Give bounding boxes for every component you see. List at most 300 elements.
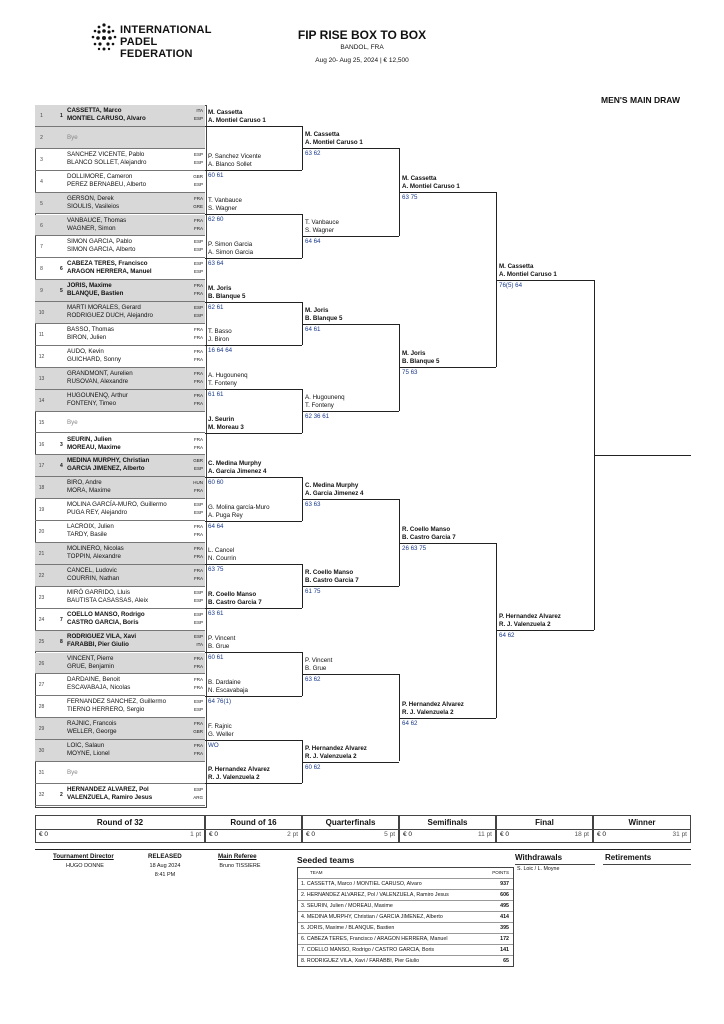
seeded-team-name: 2. HERNANDEZ ALVAREZ, Pol / VALENZUELA, Ramiro Jesus <box>301 892 449 898</box>
withdrawals-underline <box>515 864 595 865</box>
player-name: SIMON GARCIA, Pablo <box>67 238 132 246</box>
match-winner-name: B. Castro Garcia 7 <box>208 599 262 607</box>
match-winner-name: G. Weller <box>208 730 234 738</box>
match-winner-name: M. Cassetta <box>305 131 340 139</box>
player-name: FARABBI, Pier Giulio <box>67 640 129 648</box>
bracket-line <box>302 762 399 763</box>
draw-entry-row <box>35 587 205 609</box>
player-country: FRA <box>194 663 203 669</box>
player-country: FRA <box>194 567 203 573</box>
draw-position: 12 <box>38 353 45 360</box>
round-name: Quarterfinals <box>303 816 398 830</box>
match-winner-name: A. Hugounenq <box>208 372 248 380</box>
player-country: FRA <box>194 291 203 297</box>
draw-position: 25 <box>38 638 45 645</box>
match-score: WO <box>208 741 219 749</box>
match-score: 76(5) 64 <box>499 281 523 289</box>
round-points: 5 pt <box>384 831 395 838</box>
seed-number: 8 <box>60 638 63 645</box>
match-winner-name: A. Montiel Caruso 1 <box>305 139 363 147</box>
match-score: 64 62 <box>402 719 418 727</box>
draw-position: 21 <box>38 551 45 557</box>
draw-position: 29 <box>38 726 45 733</box>
match-winner-name: T. Fonteny <box>305 402 334 410</box>
player-country: ESP <box>193 699 203 705</box>
draw-position: 23 <box>38 594 45 601</box>
bracket-line <box>302 586 399 587</box>
bracket-line <box>302 148 399 149</box>
player-country: FRA <box>194 436 203 442</box>
round-points: 1 pt <box>190 831 201 838</box>
match-winner-name: P. Hernandez Alvarez <box>402 700 464 708</box>
player-country: FRA <box>194 677 203 683</box>
match-winner-name: T. Basso <box>208 328 232 336</box>
player-country: FRA <box>194 392 203 398</box>
match-score: 62 61 <box>208 303 224 311</box>
bracket-line <box>399 718 496 719</box>
draw-position: 2 <box>40 134 43 141</box>
match-winner-name: A. Hugounenq <box>305 394 345 402</box>
draw-entry-row <box>35 543 205 565</box>
player-country: HUN <box>193 480 203 486</box>
draw-entry-row <box>35 105 205 127</box>
player-country: ESP <box>193 116 203 121</box>
bracket-line <box>302 499 399 500</box>
draw-entry-row <box>35 718 205 740</box>
match-winner-name: L. Cancel <box>208 547 235 555</box>
match-score: 63 64 <box>208 259 224 267</box>
match-score: 63 62 <box>305 150 321 158</box>
player-name: FERNANDEZ SANCHEZ, Guillermo <box>67 698 167 706</box>
seeded-team-points: 414 <box>500 914 509 920</box>
round-prize: € 0 <box>39 831 49 838</box>
player-country: ESP <box>193 269 203 275</box>
logo-line: INTERNATIONAL <box>120 24 212 36</box>
match-winner-name: A. Blanco Sollet <box>208 161 252 169</box>
player-name: SEURIN, Julien <box>67 435 112 443</box>
player-name: TOPPIN, Alexandre <box>67 553 121 560</box>
seeded-team-row <box>298 944 513 955</box>
referee-name: Bruno TISSIERE <box>219 863 261 869</box>
player-country: ESP <box>193 633 203 639</box>
player-country: FRA <box>194 327 203 332</box>
bracket-line <box>302 674 399 675</box>
draw-position: 9 <box>40 288 43 295</box>
player-name: MONTIEL CARUSO, Alvaro <box>67 115 146 122</box>
player-name: CANCEL, Ludovic <box>67 566 117 574</box>
winner-line <box>594 455 691 456</box>
match-score: 64 64 <box>208 522 224 530</box>
player-name: RODRIGUEZ DUCH, Alejandro <box>67 312 153 320</box>
seeded-team-row <box>298 922 513 933</box>
player-name: GERSON, Derek <box>67 194 114 202</box>
player-name: HUGOUNENQ, Arthur <box>67 391 128 399</box>
bracket-line <box>205 477 302 478</box>
player-name: TARDY, Basile <box>67 531 108 539</box>
match-winner-name: R. J. Valenzuela 2 <box>499 621 551 629</box>
seeded-table-header <box>298 868 513 878</box>
round-name: Final <box>497 816 592 830</box>
draw-entry-row <box>35 171 205 193</box>
match-score: 64 76(1) <box>208 697 232 705</box>
draw-position: 10 <box>38 310 45 317</box>
director-label: Tournament Director <box>53 853 114 860</box>
player-country: FRA <box>194 378 203 384</box>
match-winner-name: P. Vincent <box>305 656 333 664</box>
draw-position: 31 <box>38 770 45 776</box>
draw-position: 27 <box>38 682 45 689</box>
draw-position: 5 <box>40 200 43 207</box>
match-winner-name: T. Vanbauce <box>208 197 242 204</box>
seeded-team-row <box>298 911 513 922</box>
bracket-line <box>205 608 302 609</box>
player-name: MIRÓ GARRIDO, Lluis <box>67 588 130 596</box>
match-winner-name: B. Blanque 5 <box>208 292 246 300</box>
player-country: FRA <box>194 356 203 362</box>
match-winner-name: P. Hernandez Alvarez <box>305 744 367 752</box>
match-score: 26 63 75 <box>402 544 427 552</box>
match-winner-name: B. Blanque 5 <box>402 358 440 366</box>
seeded-team-points: 65 <box>503 958 509 964</box>
match-score: 60 61 <box>208 654 224 661</box>
bracket-line <box>496 630 594 631</box>
match-winner-name: R. Coello Manso <box>305 569 354 577</box>
draw-position: 1 <box>40 113 43 119</box>
match-winner-name: A. Montiel Caruso 1 <box>499 270 557 278</box>
player-country: ESP <box>193 313 203 319</box>
match-winner-name: A. Montiel Caruso 1 <box>208 117 266 125</box>
player-country: FRA <box>194 348 203 354</box>
player-name: TIERNO HERRERO, Sergio <box>67 706 145 714</box>
draw-entry-row <box>35 762 205 784</box>
match-score: 62 36 61 <box>305 413 330 421</box>
player-name: BASSO, Thomas <box>67 326 114 333</box>
round-points: 31 pt <box>672 831 687 838</box>
draw-position: 22 <box>38 572 45 579</box>
player-name: CASTRO GARCIA, Boris <box>67 618 139 626</box>
director-name: HUGO DONNE <box>66 863 104 869</box>
player-country: ESP <box>193 597 203 603</box>
match-winner-name: R. J. Valenzuela 2 <box>305 752 357 760</box>
match-score: 60 60 <box>208 478 224 486</box>
player-country: FRA <box>194 217 203 223</box>
match-winner-name: F. Rajnic <box>208 722 232 730</box>
player-name: WELLER, George <box>67 728 117 736</box>
player-name: LOIC, Salaun <box>67 742 105 750</box>
match-score: 62 60 <box>208 216 224 223</box>
seed-number: 6 <box>60 266 63 273</box>
bye-label: Bye <box>67 418 78 426</box>
draw-position: 28 <box>38 704 45 711</box>
round-cell <box>205 815 302 843</box>
player-name: GARCIA JIMENEZ, Alberto <box>67 465 145 473</box>
player-country: FRA <box>194 751 203 757</box>
draw-entry-row <box>35 302 205 324</box>
draw-position: 24 <box>38 616 45 623</box>
draw-position: 3 <box>40 156 43 163</box>
draw-entry-row <box>35 696 205 718</box>
round-cell <box>399 815 496 843</box>
player-country: ESP <box>193 502 203 508</box>
match-winner-name: B. Castro Garcia 7 <box>402 533 456 541</box>
draw-position: 32 <box>38 791 45 798</box>
player-country: FRA <box>194 524 203 530</box>
bracket-line <box>205 783 302 784</box>
seeded-teams-table <box>297 867 514 967</box>
bracket-line <box>302 411 399 412</box>
draw-position: 17 <box>38 463 45 470</box>
match-winner-name: A. Simon Garcia <box>208 248 254 256</box>
match-winner-name: P. Hernandez Alvarez <box>499 613 561 621</box>
player-country: FRA <box>194 743 203 749</box>
player-country: ESP <box>193 619 203 625</box>
draw-position: 14 <box>38 397 45 404</box>
draw-entry-row <box>35 434 205 456</box>
seeded-team-row <box>298 955 513 966</box>
match-winner-name: P. Sanchez Vicente <box>208 153 262 161</box>
player-name: AUDO, Kevin <box>67 347 104 355</box>
bracket-line <box>205 126 302 127</box>
player-name: DOLLIMORE, Cameron <box>67 172 133 180</box>
match-score: 64 62 <box>499 632 515 640</box>
tournament-dates: Aug 20- Aug 25, 2024 | € 12,500 <box>315 57 409 64</box>
match-winner-name: S. Wagner <box>305 226 335 234</box>
player-name: JORIS, Maxime <box>67 282 112 290</box>
player-name: MORA, Maxime <box>67 487 111 495</box>
retirements-title: Retirements <box>605 853 652 862</box>
draw-position: 8 <box>40 266 43 273</box>
tournament-location: BANDOL, FRA <box>340 44 384 51</box>
player-country: ESP <box>193 247 203 253</box>
bracket-line <box>496 280 594 281</box>
draw-entry-row <box>35 368 205 390</box>
match-winner-name: P. Vincent <box>208 635 236 642</box>
player-country: FRA <box>194 283 203 289</box>
seeded-team-name: 5. JORIS, Maxime / BLANQUE, Bastien <box>301 925 395 931</box>
bracket-line <box>205 521 302 522</box>
player-name: MOLINERO, Nicolas <box>67 545 124 552</box>
player-country: FRA <box>194 335 203 340</box>
bracket-line <box>205 696 302 697</box>
player-name: SIMON GARCIA, Alberto <box>67 246 136 254</box>
player-name: WAGNER, Simon <box>67 224 116 232</box>
player-country: ESP <box>193 151 203 157</box>
player-name: VINCENT, Pierre <box>67 654 114 662</box>
seed-number: 4 <box>60 463 63 470</box>
bracket-line <box>205 389 302 390</box>
player-country: FRA <box>194 532 203 538</box>
bracket-line <box>205 564 302 565</box>
match-score: 64 61 <box>305 325 321 333</box>
round-cell <box>593 815 691 843</box>
round-cell <box>302 815 399 843</box>
draw-entry-row <box>35 653 205 675</box>
round-prize: € 0 <box>597 831 607 838</box>
draw-position: 30 <box>38 748 45 755</box>
match-score: 61 75 <box>305 588 321 596</box>
match-winner-name: R. Coello Manso <box>208 591 257 599</box>
player-country: ESP <box>193 239 203 245</box>
draw-entry-row <box>35 609 205 631</box>
round-points: 2 pt <box>287 831 298 838</box>
draw-position: 26 <box>38 660 45 667</box>
match-winner-name: A. Montiel Caruso 1 <box>402 183 460 191</box>
match-score: 63 63 <box>305 500 321 508</box>
draw-entry-row <box>35 258 205 280</box>
round-name: Round of 16 <box>206 816 301 830</box>
draw-entry-row <box>35 324 205 346</box>
player-country: FRA <box>194 721 203 727</box>
draw-entry-row <box>35 412 205 434</box>
bracket-line <box>399 367 496 368</box>
draw-position: 19 <box>38 507 45 514</box>
draw-entry-row <box>35 127 205 149</box>
player-country: ESP <box>193 611 203 617</box>
match-winner-name: M. Joris <box>208 284 232 292</box>
seeded-team-row <box>298 878 513 889</box>
draw-position: 16 <box>38 441 45 448</box>
player-name: MOLINA GARCÍA-MURO, Guillermo <box>67 501 167 509</box>
draw-entry-row <box>35 193 205 215</box>
match-winner-name: A. Puga Rey <box>208 511 243 519</box>
seeded-team-points: 937 <box>500 881 509 887</box>
match-winner-name: N. Escavabaja <box>208 686 248 694</box>
draw-entry-row <box>35 740 205 762</box>
bracket-line <box>205 740 302 741</box>
player-country: FRA <box>194 554 203 559</box>
logo-line: FEDERATION <box>120 48 193 60</box>
match-winner-name: M. Cassetta <box>499 262 534 270</box>
match-winner-name: B. Castro Garcia 7 <box>305 577 359 585</box>
withdrawals-title: Withdrawals <box>515 853 563 862</box>
player-name: BLANCO SOLLET, Alejandro <box>67 158 147 166</box>
player-country: ITA <box>196 108 203 113</box>
player-name: MOYNE, Lionel <box>67 750 110 758</box>
player-name: GRANDMONT, Aurelien <box>67 369 133 377</box>
seeded-team-points: 172 <box>500 936 509 942</box>
player-name: MEDINA MURPHY, Christian <box>67 457 150 465</box>
draw-position: 6 <box>40 222 43 229</box>
round-cell <box>35 815 205 843</box>
bracket-line <box>205 258 302 259</box>
round-prize: € 0 <box>403 831 413 838</box>
referee-label: Main Referee <box>218 853 257 860</box>
player-country: FRA <box>194 195 203 201</box>
round-prize: € 0 <box>500 831 510 838</box>
draw-position: 4 <box>40 178 43 185</box>
round-cell <box>496 815 593 843</box>
released-label: RELEASED <box>148 853 182 860</box>
round-name: Round of 32 <box>36 816 204 830</box>
match-score: 63 75 <box>208 566 224 574</box>
tournament-title: FIP RISE BOX TO BOX <box>297 28 427 42</box>
match-winner-name: A. Garcia Jimenez 4 <box>305 489 364 497</box>
match-winner-name: M. Cassetta <box>208 109 243 117</box>
player-name: BLANQUE, Bastien <box>67 290 124 298</box>
player-country: ESP <box>193 181 203 187</box>
team-header: TEAM <box>310 870 323 875</box>
player-country: FRA <box>194 685 203 691</box>
player-country: ESP <box>193 707 203 713</box>
seed-number: 3 <box>60 441 63 448</box>
player-country: GRE <box>193 203 203 209</box>
player-name: RAJNIC, Francois <box>67 720 117 728</box>
bye-label: Bye <box>67 133 78 141</box>
match-winner-name: R. J. Valenzuela 2 <box>402 708 454 716</box>
points-header: POINTS <box>492 870 509 875</box>
player-name: DARDAINE, Benoit <box>67 676 120 684</box>
player-name: VALENZUELA, Ramiro Jesus <box>67 793 153 801</box>
player-name: GRUE, Benjamin <box>67 662 115 670</box>
player-name: VANBAUCE, Thomas <box>67 216 127 224</box>
player-country: ESP <box>193 510 203 516</box>
player-name: BAUTISTA CASASSAS, Aleix <box>67 596 149 604</box>
player-name: GUICHARD, Sonny <box>67 355 121 363</box>
player-country: ESP <box>193 466 203 472</box>
player-name: ESCAVABAJA, Nicolas <box>67 684 131 692</box>
draw-entry-row <box>35 499 205 521</box>
seeded-team-points: 495 <box>500 903 509 909</box>
retirements-underline <box>603 864 691 865</box>
match-winner-name: J. Biron <box>208 336 229 344</box>
player-name: PUGA REY, Alejandro <box>67 509 128 517</box>
player-country: ESP <box>193 786 203 792</box>
draw-entry-row <box>35 565 205 587</box>
match-winner-name: P. Simon Garcia <box>208 240 253 248</box>
logo-line: PADEL <box>120 36 158 48</box>
match-winner-name: R. Coello Manso <box>402 525 451 533</box>
seeded-team-points: 395 <box>500 925 509 931</box>
draw-entry-row <box>35 784 205 806</box>
match-winner-name: N. Courrin <box>208 555 237 563</box>
seeded-team-name: 7. COELLO MANSO, Rodrigo / CASTRO GARCIA, Boris <box>301 947 435 953</box>
match-winner-name: B. Grue <box>305 664 327 672</box>
match-winner-name: M. Moreau 3 <box>208 424 244 431</box>
player-name: MARTI MORALES, Gerard <box>67 304 141 312</box>
draw-position: 18 <box>38 485 45 492</box>
bracket-line <box>399 192 496 193</box>
player-name: HERNANDEZ ALVAREZ, Pol <box>67 785 149 793</box>
seed-number: 2 <box>60 791 63 798</box>
bracket-line <box>205 302 302 303</box>
player-name: ARAGON HERRERA, Manuel <box>67 268 152 276</box>
player-name: CASSETTA, Marco <box>67 107 122 114</box>
round-prize: € 0 <box>209 831 219 838</box>
seeded-teams-title: Seeded teams <box>297 855 355 865</box>
match-winner-name: B. Grue <box>208 643 230 650</box>
round-points: 11 pt <box>478 831 492 838</box>
player-country: FRA <box>194 400 203 406</box>
bracket-line <box>205 170 302 171</box>
player-country: FRA <box>194 488 203 494</box>
seeded-team-row <box>298 889 513 900</box>
seeded-team-name: 1. CASSETTA, Marco / MONTIEL CARUSO, Alvaro <box>301 881 422 887</box>
match-winner-name: C. Medina Murphy <box>208 459 262 467</box>
draw-entry-row <box>35 455 205 477</box>
player-name: PEREZ BERNABEU, Alberto <box>67 180 147 188</box>
player-name: RUSOVAN, Alexandre <box>67 377 129 385</box>
match-score: 60 62 <box>305 763 321 771</box>
player-country: FRA <box>194 575 203 581</box>
bye-label: Bye <box>67 769 78 776</box>
seeded-team-name: 3. SEURIN, Julien / MOREAU, Maxime <box>301 903 393 909</box>
match-winner-name: M. Joris <box>305 306 329 314</box>
seed-number: 5 <box>60 288 63 295</box>
bracket-line <box>302 236 399 237</box>
match-winner-name: M. Joris <box>402 350 426 358</box>
draw-entry-row <box>35 280 205 302</box>
withdrawals-value: S. Loic / L. Moyne <box>517 866 560 872</box>
